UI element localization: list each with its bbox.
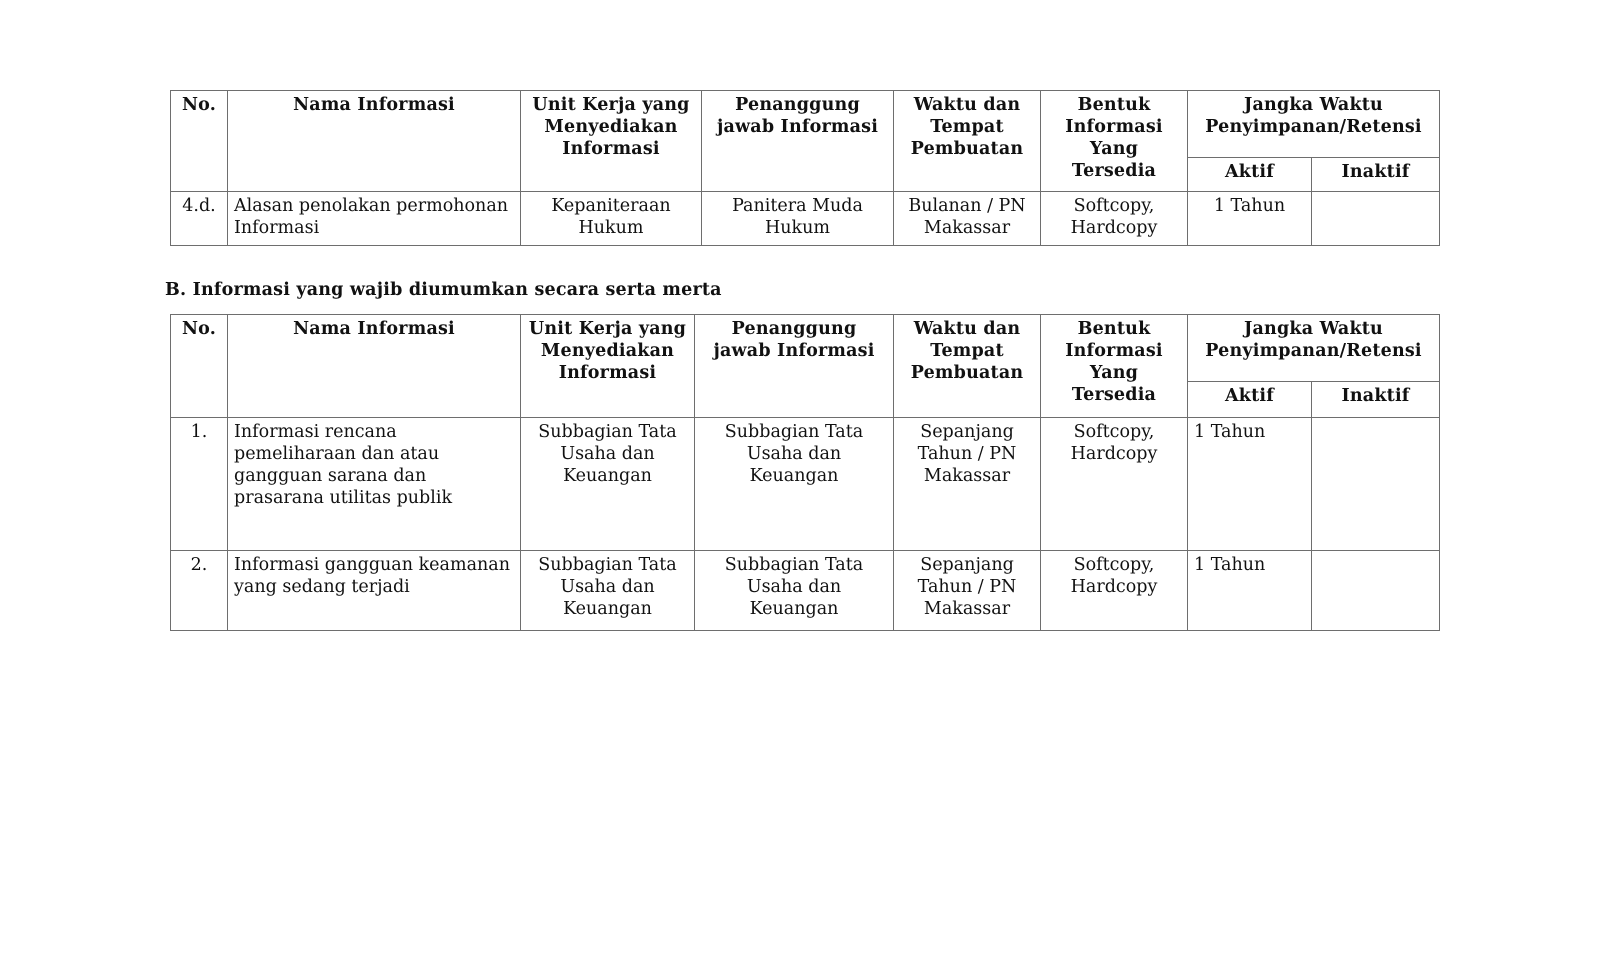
cell-no: 4.d. [171,192,228,246]
table-row [171,551,1440,631]
cell-penanggung-jawab: Panitera Muda Hukum [702,192,894,246]
table-header-row [171,91,1440,158]
cell-inaktif [1312,551,1440,631]
header-nama-informasi: Nama Informasi [228,315,521,418]
header-aktif: Aktif [1188,158,1312,192]
header-waktu-tempat: Waktu dan Tempat Pembuatan [894,91,1041,192]
section-b-heading: B. Informasi yang wajib diumumkan secara serta merta [165,280,722,300]
cell-bentuk-informasi: Softcopy, Hardcopy [1041,551,1188,631]
cell-waktu-tempat: Sepanjang Tahun / PN Makassar [894,551,1041,631]
header-penanggung-jawab: Penanggung jawab Informasi [695,315,894,418]
retention-table-serta-merta [170,314,1440,631]
cell-unit-kerja: Subbagian Tata Usaha dan Keuangan [521,418,695,551]
retention-table-top [170,90,1440,246]
table-header-row [171,315,1440,382]
header-jangka-waktu: Jangka Waktu Penyimpanan/Retensi [1188,91,1440,158]
cell-inaktif [1312,418,1440,551]
cell-bentuk-informasi: Softcopy, Hardcopy [1041,418,1188,551]
cell-aktif: 1 Tahun [1188,418,1312,551]
header-bentuk-informasi: Bentuk Informasi Yang Tersedia [1041,91,1188,192]
cell-no: 2. [171,551,228,631]
header-inaktif: Inaktif [1312,382,1440,418]
header-aktif: Aktif [1188,382,1312,418]
cell-waktu-tempat: Sepanjang Tahun / PN Makassar [894,418,1041,551]
cell-inaktif [1312,192,1440,246]
header-no: No. [171,315,228,418]
header-no: No. [171,91,228,192]
header-waktu-tempat: Waktu dan Tempat Pembuatan [894,315,1041,418]
cell-waktu-tempat: Bulanan / PN Makassar [894,192,1041,246]
header-inaktif: Inaktif [1312,158,1440,192]
cell-nama-informasi: Alasan penolakan permohonan Informasi [228,192,521,246]
cell-penanggung-jawab: Subbagian Tata Usaha dan Keuangan [695,551,894,631]
table-row [171,418,1440,551]
cell-no: 1. [171,418,228,551]
cell-unit-kerja: Kepaniteraan Hukum [521,192,702,246]
header-unit-kerja: Unit Kerja yang Menyediakan Informasi [521,315,695,418]
cell-unit-kerja: Subbagian Tata Usaha dan Keuangan [521,551,695,631]
cell-penanggung-jawab: Subbagian Tata Usaha dan Keuangan [695,418,894,551]
header-penanggung-jawab: Penanggung jawab Informasi [702,91,894,192]
header-nama-informasi: Nama Informasi [228,91,521,192]
cell-bentuk-informasi: Softcopy, Hardcopy [1041,192,1188,246]
cell-aktif: 1 Tahun [1188,192,1312,246]
header-unit-kerja: Unit Kerja yang Menyediakan Informasi [521,91,702,192]
cell-aktif: 1 Tahun [1188,551,1312,631]
cell-nama-informasi: Informasi rencana pemeliharaan dan atau gangguan sarana dan prasarana utilitas publik [228,418,521,551]
cell-nama-informasi: Informasi gangguan keamanan yang sedang terjadi [228,551,521,631]
header-bentuk-informasi: Bentuk Informasi Yang Tersedia [1041,315,1188,418]
table-row [171,192,1440,246]
header-jangka-waktu: Jangka Waktu Penyimpanan/Retensi [1188,315,1440,382]
